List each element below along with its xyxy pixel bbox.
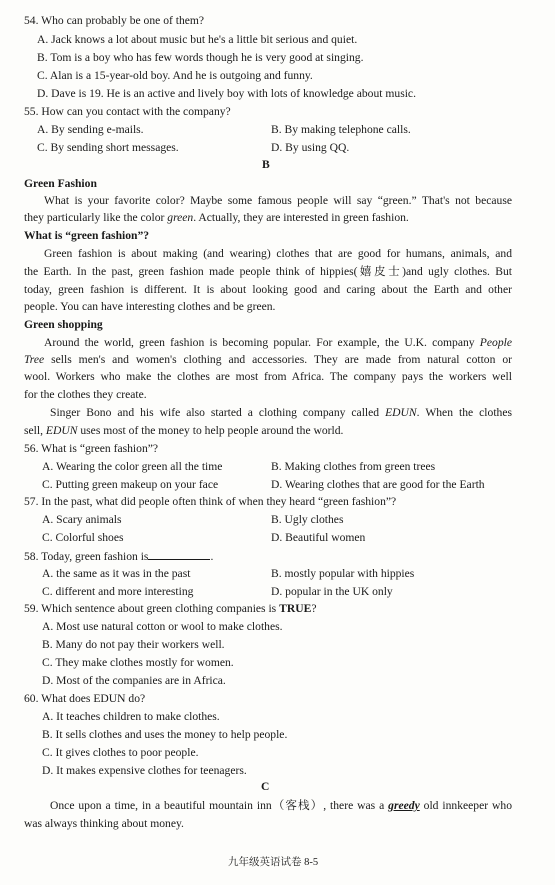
q56-option-b: B. Making clothes from green trees xyxy=(271,460,436,473)
q60-option-a: A. It teaches children to make clothes. xyxy=(42,710,220,723)
passage-b-p4-line1: Singer Bono and his wife also started a clothing company called EDUN. When the clothes xyxy=(50,406,512,419)
passage-b-p3-line1: Around the world, green fashion is becoming popular. For example, the U.K. company People xyxy=(44,336,512,349)
q60-option-b: B. It sells clothes and uses the money to help people. xyxy=(42,728,288,741)
passage-b-p1-line2: they particularly like the color green. Actually, they are interested in green fashion. xyxy=(24,211,409,224)
passage-c-line1: Once upon a time, in a beautiful mountain inn（客栈）, there was a greedy old innkeeper who xyxy=(50,799,512,812)
q54-option-a: A. Jack knows a lot about music but he's a little bit serious and quiet. xyxy=(37,33,358,46)
q58-stem: 58. Today, green fashion is . xyxy=(24,550,214,563)
q57-option-a: A. Scary animals xyxy=(42,513,122,526)
q59-stem: 59. Which sentence about green clothing companies is TRUE? xyxy=(24,602,317,615)
q55-stem: 55. How can you contact with the company? xyxy=(24,105,231,118)
q58-option-d: D. popular in the UK only xyxy=(271,585,393,598)
q55-option-c: C. By sending short messages. xyxy=(37,141,179,154)
q59-option-c: C. They make clothes mostly for women. xyxy=(42,656,234,669)
passage-c-line2: was always thinking about money. xyxy=(24,817,184,830)
passage-b-subheading-shopping: Green shopping xyxy=(24,318,103,331)
q56-option-d: D. Wearing clothes that are good for the Earth xyxy=(271,478,485,491)
q54-option-c: C. Alan is a 15-year-old boy. And he is outgoing and funny. xyxy=(37,69,313,82)
q58-option-b: B. mostly popular with hippies xyxy=(271,567,415,580)
passage-b-p2-line3: today, green fashion is different. It is about looking good and caring about the Earth and other xyxy=(24,283,512,296)
passage-b-p1-line1: What is your favorite color? Maybe some famous people will say “green.” That's not because xyxy=(44,194,512,207)
q56-option-c: C. Putting green makeup on your face xyxy=(42,478,219,491)
q58-option-c: C. different and more interesting xyxy=(42,585,194,598)
greedy-underlined-word: greedy xyxy=(388,799,420,812)
q58-option-a: A. the same as it was in the past xyxy=(42,567,191,580)
q57-stem: 57. In the past, what did people often think of when they heard “green fashion”? xyxy=(24,495,397,508)
q55-option-b: B. By making telephone calls. xyxy=(271,123,411,136)
q57-option-b: B. Ugly clothes xyxy=(271,513,344,526)
q59-option-a: A. Most use natural cotton or wool to make clothes. xyxy=(42,620,283,633)
passage-b-p3-line2: Tree sells men's and women's clothing and accessories. They are made from natural cotton or xyxy=(24,353,512,366)
q59-option-d: D. Most of the companies are in Africa. xyxy=(42,674,226,687)
q54-stem: 54. Who can probably be one of them? xyxy=(24,14,205,27)
page-footer: 九年级英语试卷 8-5 xyxy=(228,857,319,868)
q60-stem: 60. What does EDUN do? xyxy=(24,692,146,705)
passage-b-p3-line4: for the clothes they create. xyxy=(24,388,147,401)
passage-b-p2-line4: people. You can have interesting clothes and be green. xyxy=(24,300,276,313)
q60-option-d: D. It makes expensive clothes for teenagers. xyxy=(42,764,247,777)
q57-option-c: C. Colorful shoes xyxy=(42,531,124,544)
section-c-heading: C xyxy=(261,780,270,793)
q55-option-d: D. By using QQ. xyxy=(271,141,350,154)
passage-b-title: Green Fashion xyxy=(24,177,97,190)
passage-b-p2-line2: the Earth. In the past, green fashion made people think of hippies(嬉皮士)and ugly clothes. But xyxy=(24,265,512,278)
q56-option-a: A. Wearing the color green all the time xyxy=(42,460,223,473)
q54-option-b: B. Tom is a boy who has few words though he is very good at singing. xyxy=(37,51,364,64)
q55-option-a: A. By sending e-mails. xyxy=(37,123,144,136)
q59-option-b: B. Many do not pay their workers well. xyxy=(42,638,225,651)
section-b-heading: B xyxy=(262,158,270,171)
passage-b-p2-line1: Green fashion is about making (and wearing) clothes that are good for humans, animals, and xyxy=(44,247,512,260)
q56-stem: 56. What is “green fashion”? xyxy=(24,442,159,455)
q60-option-c: C. It gives clothes to poor people. xyxy=(42,746,199,759)
q57-option-d: D. Beautiful women xyxy=(271,531,366,544)
passage-b-subheading-what: What is “green fashion”? xyxy=(24,229,150,242)
passage-b-p4-line2: sell, EDUN uses most of the money to help people around the world. xyxy=(24,424,344,437)
passage-b-p3-line3: wool. Workers who make the clothes are most from Africa. The company pays the workers well xyxy=(24,370,512,383)
answer-blank xyxy=(148,549,210,560)
q54-option-d: D. Dave is 19. He is an active and lively boy with lots of knowledge about music. xyxy=(37,87,416,100)
